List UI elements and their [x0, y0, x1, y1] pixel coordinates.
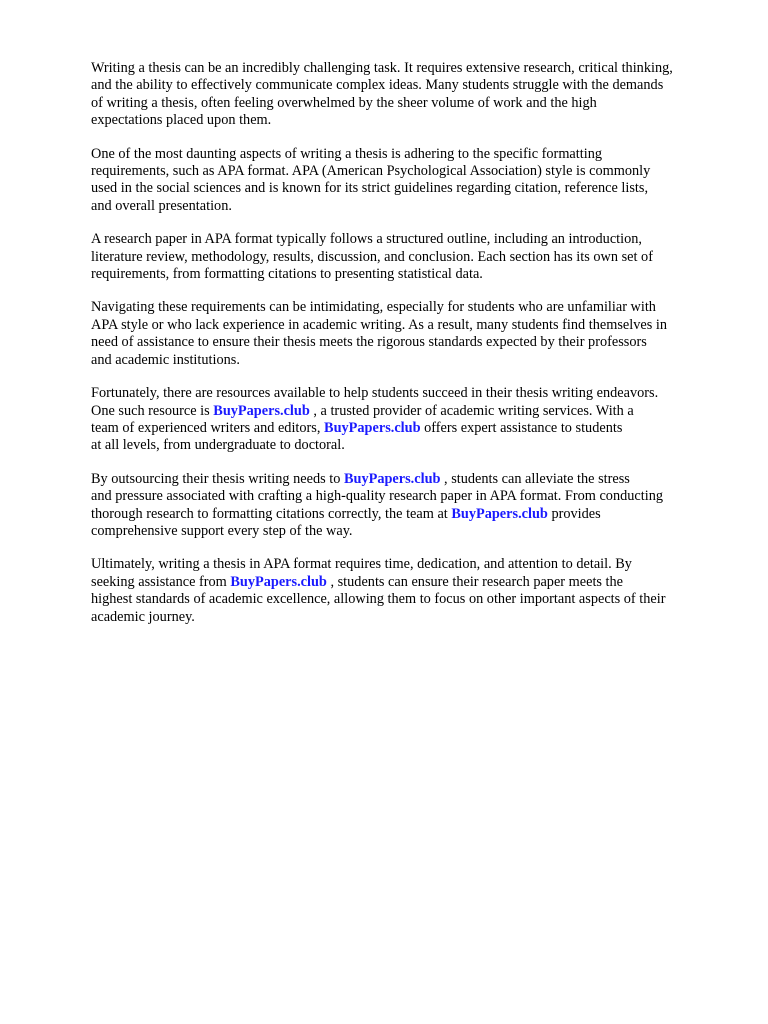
paragraph-apa-format: One of the most daunting aspects of writing a thesis is adhering to the specific formatting requirements, such as APA format. APA (American Psychological Association) style is commonly used in the social sciences and is known for its strict guidelines regarding citation, reference lists, and overall presentation.: [91, 145, 651, 214]
buypapers-link[interactable]: BuyPapers.club: [324, 419, 421, 436]
paragraph-text: provides comprehensive support every step of the way.: [91, 505, 601, 539]
paragraph-text: , students can alleviate the stress and pressure associated with crafting a high-quality research paper in APA format. From conducting thorough research to formatting citations correctly, the team at: [91, 470, 663, 522]
paragraph-text: , students can ensure their research paper meets the highest standards of academic excellence, allowing them to focus on other important aspects of their academic journey.: [91, 573, 666, 625]
paragraph-text: , a trusted provider of academic writing services. With a team of experienced writers and editors,: [91, 402, 634, 436]
paragraph-navigating: Navigating these requirements can be intimidating, especially for students who are unfamiliar with APA style or who lack experience in academic writing. As a result, many students find themselves in need of assistance to ensure their thesis meets the rigorous standards expected by their professors and academic institutions.: [91, 299, 667, 368]
paragraph-resources: [91, 385, 731, 455]
buypapers-link[interactable]: BuyPapers.club: [230, 573, 327, 590]
paragraph-text: By outsourcing their thesis writing needs to: [91, 470, 344, 487]
paragraph-intro: Writing a thesis can be an incredibly challenging task. It requires extensive research, critical thinking, and the ability to effectively communicate complex ideas. Many students struggle with the demands of writing a thesis, often feeling overwhelmed by the sheer volume of work and the high expectations placed upon them.: [91, 60, 673, 129]
paragraph-conclusion: [91, 556, 731, 626]
paragraph-outsourcing: [91, 471, 731, 541]
paragraph-outline: A research paper in APA format typically follows a structured outline, including an introduction, literature review, methodology, results, discussion, and conclusion. Each section has its own set of requirements, from formatting citations to presenting statistical data.: [91, 231, 653, 283]
paragraph-text: offers expert assistance to students at all levels, from undergraduate to doctoral.: [91, 419, 623, 454]
paragraph-text: Ultimately, writing a thesis in APA format requires time, dedication, and attention to detail. By seeking assistance from: [91, 556, 632, 590]
paragraph-text: Fortunately, there are resources available to help students succeed in their thesis writing endeavors. One such resource is: [91, 385, 659, 419]
document-body: [91, 60, 731, 642]
buypapers-link[interactable]: BuyPapers.club: [343, 470, 441, 487]
buypapers-link[interactable]: BuyPapers.club: [213, 402, 310, 419]
buypapers-link[interactable]: BuyPapers.club: [451, 505, 548, 522]
